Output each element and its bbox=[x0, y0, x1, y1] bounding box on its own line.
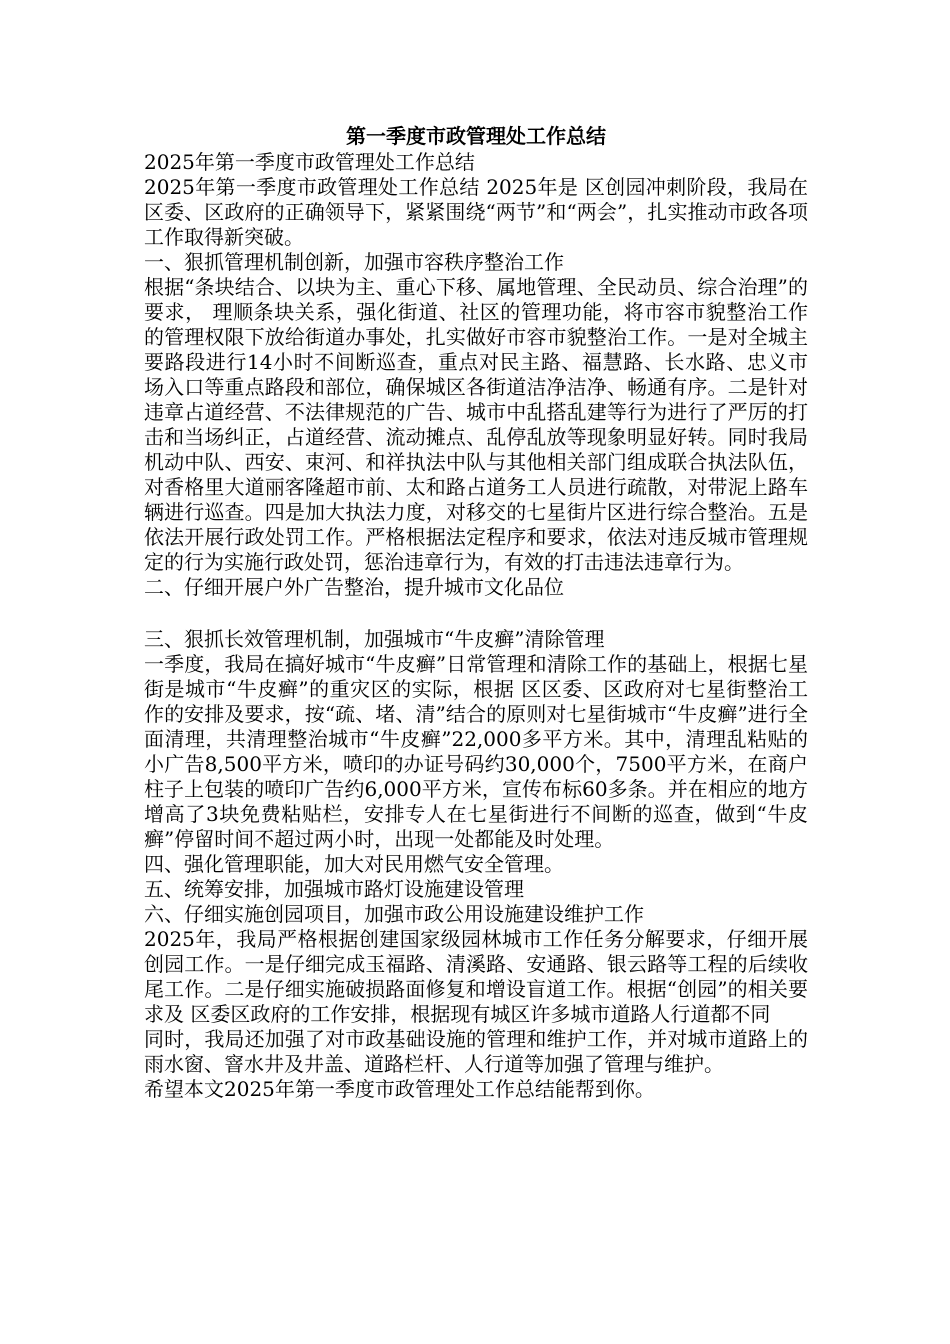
section2-heading: 二、仔细开展户外广告整治，提升城市文化品位 bbox=[144, 575, 564, 599]
section1-heading: 一、狠抓管理机制创新，加强市容秩序整治工作 bbox=[144, 250, 564, 274]
section6-body: 2025年，我局严格根据创建国家级园林城市工作任务分解要求，仔细开展创园工作。一是仔细完成玉福路、清溪路、安通路、银云路等工程的后续收尾工作。二是仔细实施破损路面修复和增设盲道工作。根据“创园”的相关要求及 区委区政府的工作安排，根据现有城区许多城市道路人行道都不同 bbox=[144, 927, 808, 1026]
blank-line bbox=[144, 600, 808, 627]
section4-heading: 四、强化管理职能，加大对民用燃气安全管理。 bbox=[144, 852, 564, 876]
section6-body-continued: 同时，我局还加强了对市政基础设施的管理和维护工作，并对城市道路上的雨水窗、窨水井及井盖、道路栏杆、人行道等加强了管理与维护。 bbox=[144, 1027, 808, 1076]
section1-body: 根据“条块结合、以块为主、重心下移、属地管理、全民动员、综合治理”的要求， 理顺条块关系，强化街道、社区的管理功能，将市容市貌整治工作的管理权限下放给街道办事处，扎实做好市容市貌整治工作。一是对全城主要路段进行14小时不间断巡查，重点对民主路、福慧路、长水路、忠义市场入口等重点路段和部位，确保城区各街道洁净洁净、畅通有序。二是针对违章占道经营、不法律规范的广告、城市中乱搭乱建等行为进行了严厉的打击和当场纠正，占道经营、流动摊点、乱停乱放等现象明显好转。同时我局机动中队、西安、束河、和祥执法中队与其他相关部门组成联合执法队伍，对香格里大道丽客隆超市前、太和路占道务工人员进行疏散，对带泥上路车辆进行巡查。四是加大执法力度，对移交的七星街片区进行综合整治。五是依法开展行政处罚工作。严格根据法定程序和要求，依法对违反城市管理规定的行为实施行政处罚，惩治违章行为，有效的打击违法违章行为。 bbox=[144, 275, 808, 574]
section6-heading: 六、仔细实施创园项目，加强市政公用设施建设维护工作 bbox=[144, 902, 644, 926]
document-page bbox=[144, 122, 808, 1102]
closing-paragraph: 希望本文2025年第一季度市政管理处工作总结能帮到你。 bbox=[144, 1077, 655, 1101]
document-title: 第一季度市政管理处工作总结 bbox=[346, 124, 606, 148]
section5-heading: 五、统筹安排，加强城市路灯设施建设管理 bbox=[144, 877, 524, 901]
section3-heading: 三、狠抓长效管理机制，加强城市“牛皮癣”清除管理 bbox=[144, 627, 605, 651]
intro-paragraph: 2025年第一季度市政管理处工作总结 2025年是 区创园冲刺阶段，我局在区委、区政府的正确领导下，紧紧围绕“两节”和“两会”，扎实推动市政各项工作取得新突破。 bbox=[144, 175, 808, 249]
section3-body: 一季度，我局在搞好城市“牛皮癣”日常管理和清除工作的基础上，根据七星街是城市“牛皮癣”的重灾区的实际，根据 区区委、区政府对七星街整治工作的安排及要求，按“疏、堵、清”结合的原则对七星街城市“牛皮癣”进行全面清理，共清理整治城市“牛皮癣”22,000多平方米。其中，清理乱粘贴的小广告8,500平方米，喷印的办证号码约30,000个，7500平方米，在商户柱子上包装的喷印广告约6,000平方米，宣传布标60多条。并在相应的地方增高了3块免费粘贴栏，安排专人在七星街进行不间断的巡查，做到“牛皮癣”停留时间不超过两小时，出现一处都能及时处理。 bbox=[144, 652, 808, 851]
document-subtitle: 2025年第一季度市政管理处工作总结 bbox=[144, 150, 475, 174]
